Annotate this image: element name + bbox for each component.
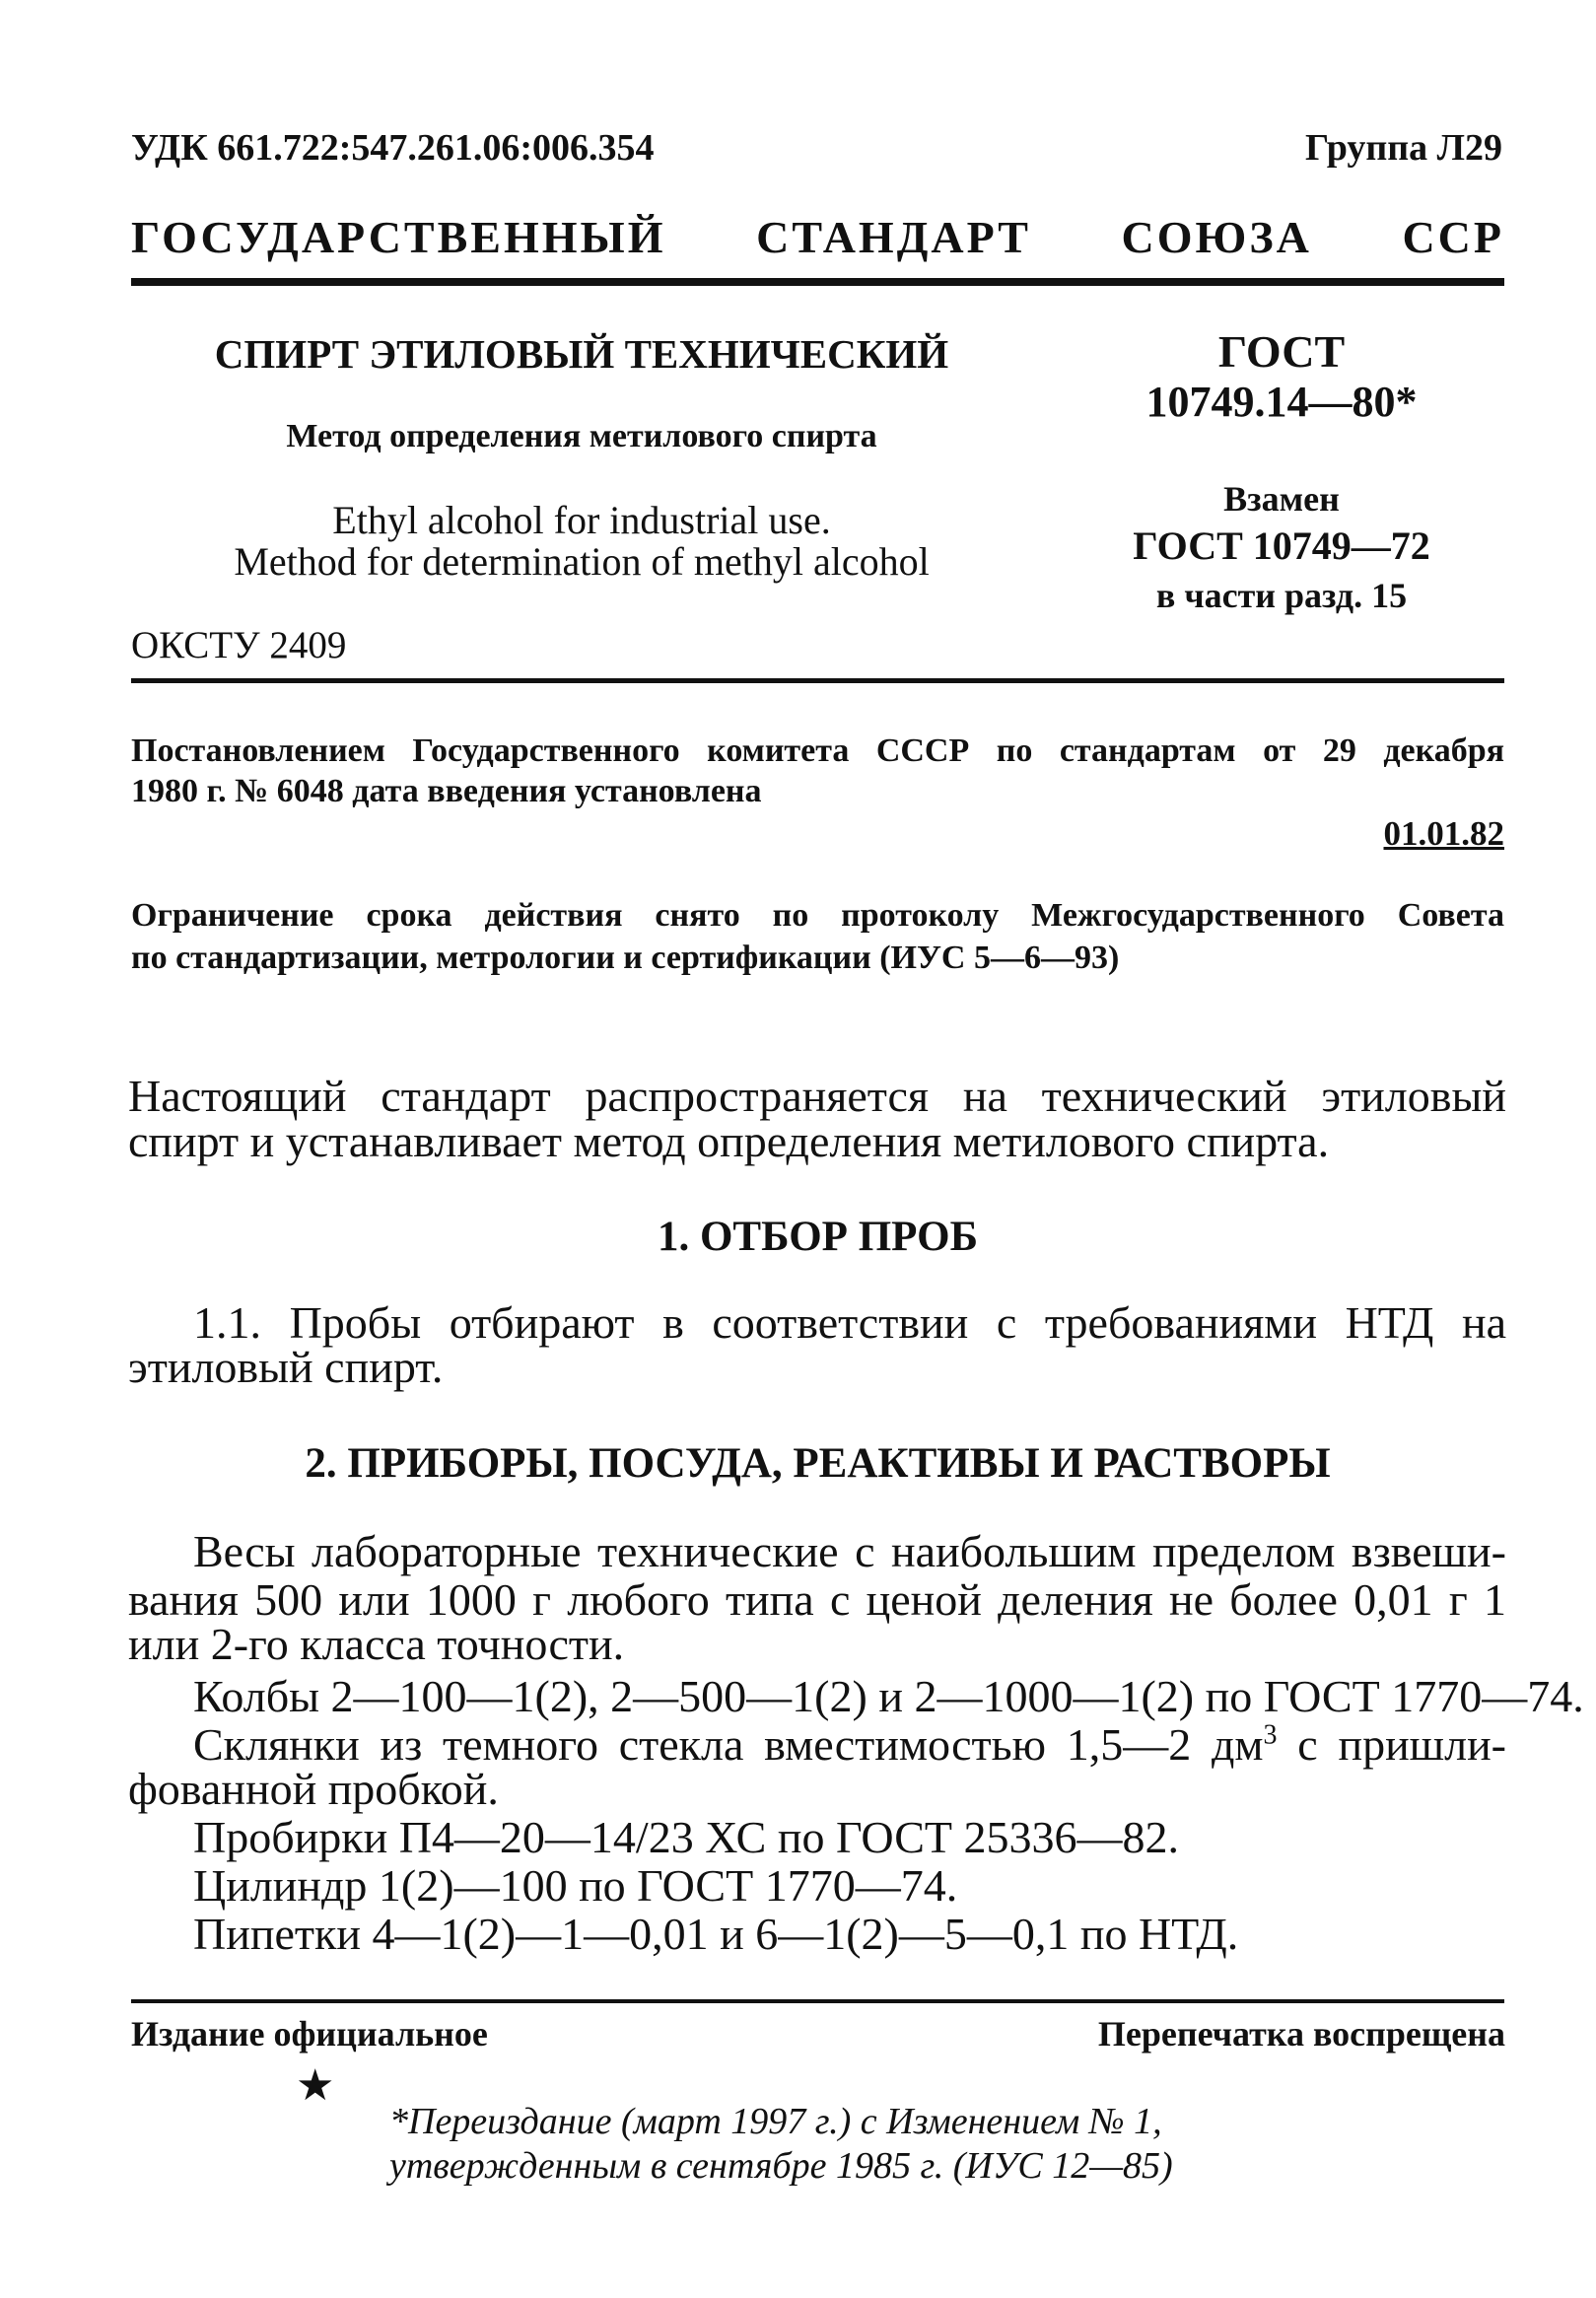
- group-code: Группа Л29: [1304, 127, 1502, 169]
- limitation-line1: Ограничение срока действия снято по протоколу Межгосударственного Совета: [131, 897, 1504, 934]
- flasks-line: Колбы 2—100—1(2), 2—500—1(2) и 2—1000—1(2) по ГОСТ 1770—74.: [193, 1671, 1584, 1721]
- document-subtitle: Метод определения метилового спирта: [286, 418, 877, 454]
- star-icon: ★: [296, 2061, 335, 2110]
- okstu-code: ОКСТУ 2409: [131, 624, 347, 666]
- intro-line1: Настоящий стандарт распространяется на технический этиловый: [128, 1071, 1506, 1121]
- limitation-line2: по стандартизации, метрологии и сертификации (ИУС 5—6—93): [131, 940, 1120, 976]
- pipettes-line: Пипетки 4—1(2)—1—0,01 и 6—1(2)—5—0,1 по НТД.: [193, 1909, 1239, 1959]
- section1-p1-line1: 1.1. Пробы отбирают в соответствии с требованиями НТД на: [193, 1297, 1506, 1348]
- reprint-prohibited: Перепечатка воспрещена: [1097, 2014, 1505, 2054]
- header-rule: [131, 278, 1504, 286]
- title-rule: [131, 678, 1504, 683]
- cylinder-line: Цилиндр 1(2)—100 по ГОСТ 1770—74.: [193, 1860, 958, 1911]
- replaces-label: Взамен: [1223, 479, 1340, 519]
- english-title-line2: Method for determination of methyl alcohol: [234, 539, 930, 584]
- section1-heading: 1. ОТБОР ПРОБ: [657, 1214, 979, 1260]
- bottles-line1: Склянки из темного стекла вместимостью 1,5—2 $дм^3$ с пришли-: [193, 1719, 1506, 1770]
- udk-code: УДК 661.722:547.261.06:006.354: [131, 127, 655, 169]
- scales-line1: Весы лабораторные технические с наибольшим пределом взвеши-: [193, 1526, 1506, 1576]
- decree-line2: 1980 г. № 6048 дата введения установлена: [131, 773, 762, 809]
- reissue-note-line1: *Переиздание (март 1997 г.) с Изменением № 1,: [389, 2101, 1162, 2142]
- state-standard-header: ГОСУДАРСТВЕННЫЙ СТАНДАРТ СОЮЗА ССР: [131, 212, 1504, 262]
- footer-rule: [131, 1999, 1504, 2003]
- gost-label: ГОСТ: [1217, 326, 1346, 377]
- decree-line1: Постановлением Государственного комитета СССР по стандартам от 29 декабря: [131, 732, 1504, 769]
- bottles-line2: фованной пробкой.: [128, 1764, 499, 1814]
- section1-p1-line2: этиловый спирт.: [128, 1342, 444, 1392]
- section2-heading: 2. ПРИБОРЫ, ПОСУДА, РЕАКТИВЫ И РАСТВОРЫ: [305, 1440, 1331, 1487]
- scales-line2: вания 500 или 1000 г любого типа с ценой деления не более 0,01 г 1: [128, 1574, 1506, 1625]
- tubes-line: Пробирки П4—20—14/23 ХС по ГОСТ 25336—82.: [193, 1812, 1179, 1862]
- introduction-date: 01.01.82: [1383, 814, 1504, 853]
- gost-number: 10749.14—80*: [1145, 378, 1418, 426]
- intro-line2: спирт и устанавливает метод определения метилового спирта.: [128, 1116, 1330, 1166]
- document-title: СПИРТ ЭТИЛОВЫЙ ТЕХНИЧЕСКИЙ: [214, 331, 949, 377]
- cubic-superscript: 3: [1263, 1719, 1278, 1751]
- english-title-line1: Ethyl alcohol for industrial use.: [332, 498, 831, 542]
- reissue-note-line2: утвержденным в сентябре 1985 г. (ИУС 12—85): [389, 2145, 1173, 2187]
- scales-line3: или 2-го класса точности.: [128, 1619, 625, 1669]
- official-edition: Издание официальное: [131, 2014, 488, 2054]
- replaces-gost: ГОСТ 10749—72: [1133, 523, 1430, 568]
- replaces-part: в части разд. 15: [1155, 576, 1408, 615]
